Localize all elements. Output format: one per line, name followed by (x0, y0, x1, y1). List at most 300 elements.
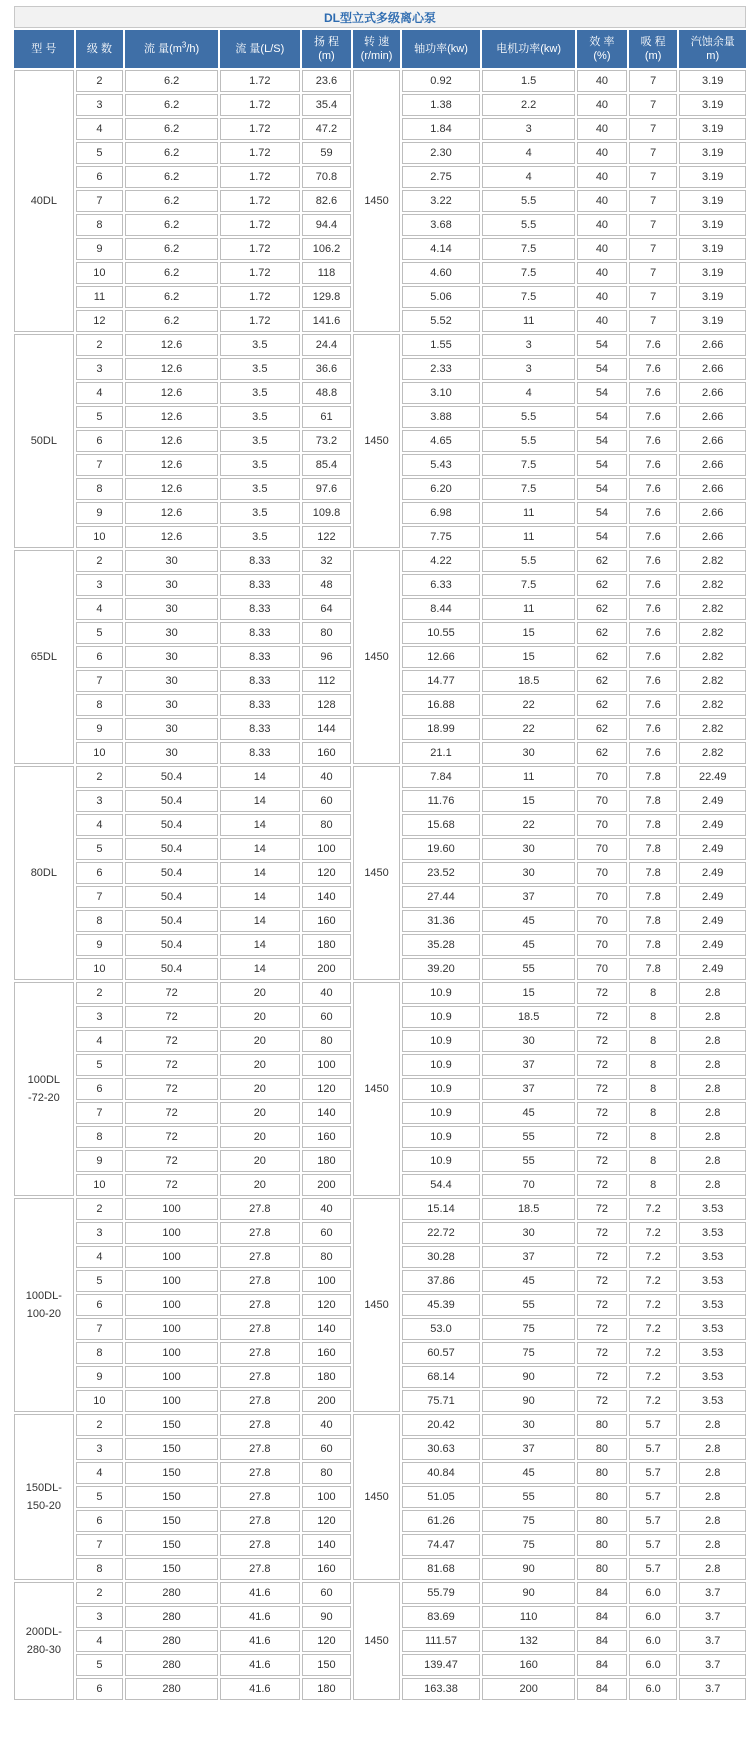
cell-suction: 5.7 (629, 1510, 678, 1532)
cell-stages: 8 (76, 694, 124, 716)
cell-efficiency: 72 (577, 1246, 627, 1268)
cell-flow-ls: 14 (220, 862, 300, 884)
cell-efficiency: 54 (577, 454, 627, 476)
cell-head: 60 (302, 1222, 352, 1244)
cell-suction: 8 (629, 1054, 678, 1076)
cell-npsh: 3.19 (679, 190, 746, 212)
cell-flow-ls: 27.8 (220, 1534, 300, 1556)
table-row (14, 1414, 746, 1436)
cell-stages: 10 (76, 958, 124, 980)
cell-efficiency: 40 (577, 94, 627, 116)
cell-shaft-power: 51.05 (402, 1486, 480, 1508)
cell-shaft-power: 10.9 (402, 1054, 480, 1076)
cell-suction: 7.2 (629, 1198, 678, 1220)
cell-head: 40 (302, 982, 352, 1004)
cell-efficiency: 70 (577, 910, 627, 932)
cell-flow-m3h: 30 (125, 646, 218, 668)
cell-efficiency: 54 (577, 334, 627, 356)
cell-flow-ls: 8.33 (220, 622, 300, 644)
cell-flow-m3h: 72 (125, 1174, 218, 1196)
cell-shaft-power: 1.84 (402, 118, 480, 140)
cell-suction: 8 (629, 1006, 678, 1028)
cell-flow-m3h: 6.2 (125, 190, 218, 212)
cell-stages: 2 (76, 334, 124, 356)
cell-shaft-power: 75.71 (402, 1390, 480, 1412)
cell-npsh: 2.66 (679, 454, 746, 476)
cell-flow-ls: 20 (220, 1030, 300, 1052)
cell-suction: 5.7 (629, 1462, 678, 1484)
cell-efficiency: 62 (577, 694, 627, 716)
cell-suction: 7.6 (629, 622, 678, 644)
cell-shaft-power: 163.38 (402, 1678, 480, 1700)
cell-motor-power: 5.5 (482, 430, 575, 452)
cell-stages: 3 (76, 1606, 124, 1628)
cell-flow-ls: 8.33 (220, 550, 300, 572)
cell-npsh: 2.8 (679, 1030, 746, 1052)
cell-shaft-power: 4.14 (402, 238, 480, 260)
cell-head: 97.6 (302, 478, 352, 500)
header-head-unit: (m) (318, 50, 335, 62)
cell-flow-m3h: 6.2 (125, 310, 218, 332)
header-head-label: 扬 程 (313, 36, 339, 48)
cell-head: 100 (302, 1054, 352, 1076)
model-line-2: 280-30 (26, 1644, 61, 1656)
cell-flow-ls: 27.8 (220, 1438, 300, 1460)
cell-stages: 3 (76, 790, 124, 812)
cell-suction: 5.7 (629, 1558, 678, 1580)
cell-stages: 3 (76, 94, 124, 116)
cell-npsh: 2.49 (679, 910, 746, 932)
cell-flow-m3h: 30 (125, 742, 218, 764)
cell-motor-power: 55 (482, 1150, 575, 1172)
cell-npsh: 3.7 (679, 1582, 746, 1604)
cell-suction: 7.6 (629, 406, 678, 428)
cell-suction: 7.8 (629, 934, 678, 956)
cell-head: 118 (302, 262, 352, 284)
cell-efficiency: 40 (577, 214, 627, 236)
cell-head: 106.2 (302, 238, 352, 260)
cell-flow-m3h: 50.4 (125, 790, 218, 812)
cell-head: 180 (302, 1150, 352, 1172)
cell-suction: 5.7 (629, 1486, 678, 1508)
cell-stages: 8 (76, 214, 124, 236)
cell-npsh: 3.53 (679, 1366, 746, 1388)
cell-suction: 7.2 (629, 1270, 678, 1292)
model-cell (14, 1414, 74, 1580)
cell-stages: 6 (76, 862, 124, 884)
speed-cell: 1450 (353, 550, 399, 764)
cell-suction: 7.6 (629, 502, 678, 524)
model-line-2: 150-20 (26, 1500, 61, 1512)
cell-stages: 2 (76, 1414, 124, 1436)
cell-flow-m3h: 100 (125, 1222, 218, 1244)
model-cell: 65DL (14, 550, 74, 764)
cell-flow-m3h: 100 (125, 1198, 218, 1220)
cell-stages: 4 (76, 1030, 124, 1052)
cell-npsh: 3.53 (679, 1342, 746, 1364)
cell-efficiency: 62 (577, 718, 627, 740)
cell-flow-m3h: 6.2 (125, 118, 218, 140)
cell-suction: 5.7 (629, 1414, 678, 1436)
cell-efficiency: 40 (577, 166, 627, 188)
cell-flow-ls: 27.8 (220, 1246, 300, 1268)
cell-shaft-power: 68.14 (402, 1366, 480, 1388)
cell-efficiency: 72 (577, 1126, 627, 1148)
cell-motor-power: 90 (482, 1558, 575, 1580)
cell-flow-m3h: 280 (125, 1630, 218, 1652)
cell-efficiency: 54 (577, 406, 627, 428)
cell-suction: 8 (629, 1126, 678, 1148)
cell-shaft-power: 7.75 (402, 526, 480, 548)
cell-npsh: 3.53 (679, 1294, 746, 1316)
cell-npsh: 3.19 (679, 70, 746, 92)
cell-head: 120 (302, 1294, 352, 1316)
cell-stages: 6 (76, 430, 124, 452)
cell-efficiency: 72 (577, 1006, 627, 1028)
cell-suction: 7 (629, 214, 678, 236)
cell-shaft-power: 10.9 (402, 1150, 480, 1172)
cell-stages: 6 (76, 1294, 124, 1316)
cell-efficiency: 62 (577, 550, 627, 572)
cell-flow-m3h: 72 (125, 1006, 218, 1028)
cell-npsh: 2.82 (679, 670, 746, 692)
cell-flow-ls: 8.33 (220, 670, 300, 692)
cell-efficiency: 80 (577, 1438, 627, 1460)
cell-motor-power: 3 (482, 334, 575, 356)
table-row (14, 1198, 746, 1220)
cell-flow-ls: 27.8 (220, 1222, 300, 1244)
cell-npsh: 3.53 (679, 1198, 746, 1220)
cell-shaft-power: 18.99 (402, 718, 480, 740)
cell-npsh: 3.7 (679, 1678, 746, 1700)
cell-efficiency: 80 (577, 1414, 627, 1436)
header-suction-unit: (m) (644, 50, 662, 62)
cell-suction: 7 (629, 310, 678, 332)
cell-shaft-power: 0.92 (402, 70, 480, 92)
cell-npsh: 3.19 (679, 238, 746, 260)
cell-head: 120 (302, 1510, 352, 1532)
cell-flow-ls: 14 (220, 766, 300, 788)
cell-flow-m3h: 280 (125, 1654, 218, 1676)
cell-head: 40 (302, 1198, 352, 1220)
cell-efficiency: 84 (577, 1630, 627, 1652)
cell-shaft-power: 6.98 (402, 502, 480, 524)
cell-stages: 5 (76, 406, 124, 428)
cell-efficiency: 72 (577, 1294, 627, 1316)
cell-flow-m3h: 150 (125, 1462, 218, 1484)
cell-flow-m3h: 6.2 (125, 238, 218, 260)
model-cell (14, 1198, 74, 1412)
cell-stages: 3 (76, 358, 124, 380)
cell-suction: 7.2 (629, 1222, 678, 1244)
cell-flow-ls: 3.5 (220, 454, 300, 476)
cell-flow-m3h: 6.2 (125, 142, 218, 164)
cell-shaft-power: 30.28 (402, 1246, 480, 1268)
cell-suction: 7.8 (629, 862, 678, 884)
cell-head: 48 (302, 574, 352, 596)
cell-suction: 8 (629, 1150, 678, 1172)
cell-head: 90 (302, 1606, 352, 1628)
cell-flow-ls: 1.72 (220, 94, 300, 116)
cell-motor-power: 30 (482, 742, 575, 764)
cell-head: 80 (302, 1462, 352, 1484)
cell-stages: 9 (76, 238, 124, 260)
cell-shaft-power: 15.68 (402, 814, 480, 836)
cell-efficiency: 54 (577, 502, 627, 524)
cell-npsh: 2.49 (679, 934, 746, 956)
cell-suction: 7.2 (629, 1366, 678, 1388)
cell-flow-ls: 14 (220, 790, 300, 812)
cell-efficiency: 72 (577, 1078, 627, 1100)
cell-stages: 7 (76, 1318, 124, 1340)
cell-head: 200 (302, 958, 352, 980)
cell-stages: 4 (76, 1630, 124, 1652)
cell-flow-ls: 27.8 (220, 1342, 300, 1364)
cell-motor-power: 37 (482, 1054, 575, 1076)
cell-flow-ls: 1.72 (220, 286, 300, 308)
cell-motor-power: 55 (482, 1294, 575, 1316)
cell-shaft-power: 5.06 (402, 286, 480, 308)
cell-stages: 8 (76, 1342, 124, 1364)
cell-motor-power: 90 (482, 1582, 575, 1604)
cell-flow-ls: 1.72 (220, 166, 300, 188)
cell-shaft-power: 4.65 (402, 430, 480, 452)
cell-flow-m3h: 50.4 (125, 838, 218, 860)
cell-npsh: 2.8 (679, 1438, 746, 1460)
cell-head: 80 (302, 1246, 352, 1268)
cell-suction: 7.8 (629, 886, 678, 908)
table-row (14, 70, 746, 92)
cell-stages: 2 (76, 766, 124, 788)
cell-suction: 7.6 (629, 358, 678, 380)
cell-efficiency: 40 (577, 310, 627, 332)
cell-flow-ls: 20 (220, 982, 300, 1004)
cell-motor-power: 70 (482, 1174, 575, 1196)
cell-motor-power: 30 (482, 1414, 575, 1436)
cell-flow-ls: 3.5 (220, 334, 300, 356)
cell-efficiency: 84 (577, 1606, 627, 1628)
cell-suction: 7 (629, 262, 678, 284)
cell-shaft-power: 60.57 (402, 1342, 480, 1364)
cell-flow-ls: 27.8 (220, 1366, 300, 1388)
cell-flow-m3h: 12.6 (125, 454, 218, 476)
cell-flow-m3h: 50.4 (125, 886, 218, 908)
model-line-1: 200DL- (25, 1626, 62, 1638)
cell-efficiency: 40 (577, 190, 627, 212)
cell-flow-m3h: 12.6 (125, 382, 218, 404)
cell-npsh: 3.7 (679, 1606, 746, 1628)
cell-shaft-power: 3.22 (402, 190, 480, 212)
cell-npsh: 2.82 (679, 718, 746, 740)
cell-head: 200 (302, 1390, 352, 1412)
cell-flow-m3h: 50.4 (125, 862, 218, 884)
cell-flow-ls: 27.8 (220, 1462, 300, 1484)
cell-flow-m3h: 30 (125, 622, 218, 644)
cell-flow-ls: 27.8 (220, 1198, 300, 1220)
cell-efficiency: 72 (577, 1270, 627, 1292)
cell-stages: 8 (76, 1126, 124, 1148)
cell-npsh: 2.82 (679, 646, 746, 668)
cell-efficiency: 72 (577, 982, 627, 1004)
cell-shaft-power: 3.68 (402, 214, 480, 236)
cell-flow-m3h: 30 (125, 574, 218, 596)
cell-motor-power: 55 (482, 1486, 575, 1508)
cell-efficiency: 70 (577, 814, 627, 836)
cell-motor-power: 15 (482, 790, 575, 812)
cell-suction: 6.0 (629, 1678, 678, 1700)
cell-head: 82.6 (302, 190, 352, 212)
cell-motor-power: 75 (482, 1534, 575, 1556)
cell-stages: 4 (76, 382, 124, 404)
cell-suction: 7.6 (629, 598, 678, 620)
cell-head: 160 (302, 742, 352, 764)
model-line-1: 150DL- (25, 1482, 62, 1494)
cell-npsh: 2.66 (679, 358, 746, 380)
cell-motor-power: 18.5 (482, 1198, 575, 1220)
cell-motor-power: 45 (482, 910, 575, 932)
cell-head: 94.4 (302, 214, 352, 236)
cell-efficiency: 70 (577, 958, 627, 980)
header-model: 型 号 (14, 30, 74, 68)
cell-head: 160 (302, 1342, 352, 1364)
cell-efficiency: 80 (577, 1510, 627, 1532)
cell-motor-power: 18.5 (482, 1006, 575, 1028)
cell-stages: 9 (76, 934, 124, 956)
cell-head: 120 (302, 1630, 352, 1652)
cell-motor-power: 15 (482, 982, 575, 1004)
cell-efficiency: 70 (577, 790, 627, 812)
cell-suction: 6.0 (629, 1582, 678, 1604)
cell-shaft-power: 6.20 (402, 478, 480, 500)
speed-cell: 1450 (353, 1198, 399, 1412)
cell-motor-power: 2.2 (482, 94, 575, 116)
cell-head: 100 (302, 838, 352, 860)
cell-npsh: 2.82 (679, 694, 746, 716)
cell-shaft-power: 20.42 (402, 1414, 480, 1436)
cell-stages: 6 (76, 166, 124, 188)
cell-npsh: 2.82 (679, 742, 746, 764)
cell-suction: 7.6 (629, 454, 678, 476)
cell-head: 144 (302, 718, 352, 740)
cell-motor-power: 55 (482, 958, 575, 980)
cell-motor-power: 22 (482, 718, 575, 740)
cell-shaft-power: 2.75 (402, 166, 480, 188)
cell-motor-power: 7.5 (482, 478, 575, 500)
cell-flow-m3h: 6.2 (125, 70, 218, 92)
cell-npsh: 2.8 (679, 1462, 746, 1484)
cell-shaft-power: 8.44 (402, 598, 480, 620)
cell-motor-power: 30 (482, 1222, 575, 1244)
cell-suction: 7.8 (629, 958, 678, 980)
cell-head: 120 (302, 862, 352, 884)
cell-npsh: 3.19 (679, 310, 746, 332)
cell-shaft-power: 139.47 (402, 1654, 480, 1676)
cell-flow-m3h: 280 (125, 1606, 218, 1628)
cell-flow-m3h: 100 (125, 1294, 218, 1316)
cell-efficiency: 84 (577, 1654, 627, 1676)
model-line-2: -72-20 (27, 1092, 60, 1104)
cell-stages: 2 (76, 982, 124, 1004)
cell-head: 80 (302, 622, 352, 644)
cell-head: 180 (302, 1678, 352, 1700)
cell-suction: 7.6 (629, 550, 678, 572)
cell-motor-power: 200 (482, 1678, 575, 1700)
cell-suction: 7.2 (629, 1342, 678, 1364)
header-suction (629, 30, 678, 68)
cell-stages: 10 (76, 742, 124, 764)
cell-stages: 2 (76, 70, 124, 92)
cell-efficiency: 40 (577, 118, 627, 140)
cell-stages: 4 (76, 1246, 124, 1268)
cell-head: 36.6 (302, 358, 352, 380)
header-stages: 级 数 (76, 30, 124, 68)
cell-flow-ls: 14 (220, 934, 300, 956)
cell-npsh: 3.19 (679, 262, 746, 284)
cell-shaft-power: 10.9 (402, 1078, 480, 1100)
cell-shaft-power: 10.9 (402, 982, 480, 1004)
cell-shaft-power: 12.66 (402, 646, 480, 668)
cell-npsh: 2.8 (679, 1414, 746, 1436)
cell-flow-m3h: 280 (125, 1678, 218, 1700)
header-flow-m3h (125, 30, 218, 68)
cell-head: 73.2 (302, 430, 352, 452)
cell-efficiency: 54 (577, 478, 627, 500)
cell-flow-m3h: 12.6 (125, 478, 218, 500)
cell-head: 40 (302, 1414, 352, 1436)
cell-stages: 6 (76, 646, 124, 668)
cell-flow-ls: 27.8 (220, 1510, 300, 1532)
cell-motor-power: 5.5 (482, 550, 575, 572)
cell-motor-power: 45 (482, 1462, 575, 1484)
cell-motor-power: 37 (482, 1438, 575, 1460)
cell-npsh: 2.82 (679, 550, 746, 572)
cell-suction: 8 (629, 1078, 678, 1100)
cell-head: 24.4 (302, 334, 352, 356)
cell-shaft-power: 111.57 (402, 1630, 480, 1652)
cell-flow-m3h: 6.2 (125, 286, 218, 308)
cell-efficiency: 40 (577, 70, 627, 92)
cell-stages: 7 (76, 670, 124, 692)
cell-flow-ls: 41.6 (220, 1630, 300, 1652)
cell-stages: 10 (76, 526, 124, 548)
cell-shaft-power: 5.52 (402, 310, 480, 332)
cell-head: 64 (302, 598, 352, 620)
speed-cell: 1450 (353, 334, 399, 548)
cell-flow-ls: 1.72 (220, 70, 300, 92)
cell-flow-m3h: 72 (125, 1126, 218, 1148)
cell-npsh: 2.66 (679, 526, 746, 548)
cell-efficiency: 80 (577, 1534, 627, 1556)
cell-head: 150 (302, 1654, 352, 1676)
cell-head: 140 (302, 1318, 352, 1340)
cell-shaft-power: 83.69 (402, 1606, 480, 1628)
cell-npsh: 3.7 (679, 1630, 746, 1652)
cell-motor-power: 37 (482, 886, 575, 908)
cell-flow-m3h: 72 (125, 1102, 218, 1124)
cell-motor-power: 7.5 (482, 454, 575, 476)
cell-flow-ls: 20 (220, 1054, 300, 1076)
cell-flow-ls: 41.6 (220, 1606, 300, 1628)
cell-head: 85.4 (302, 454, 352, 476)
cell-shaft-power: 10.9 (402, 1006, 480, 1028)
cell-suction: 7.8 (629, 910, 678, 932)
cell-stages: 5 (76, 1486, 124, 1508)
cell-efficiency: 80 (577, 1486, 627, 1508)
cell-npsh: 2.8 (679, 1126, 746, 1148)
cell-flow-m3h: 6.2 (125, 214, 218, 236)
cell-shaft-power: 10.55 (402, 622, 480, 644)
cell-efficiency: 72 (577, 1222, 627, 1244)
